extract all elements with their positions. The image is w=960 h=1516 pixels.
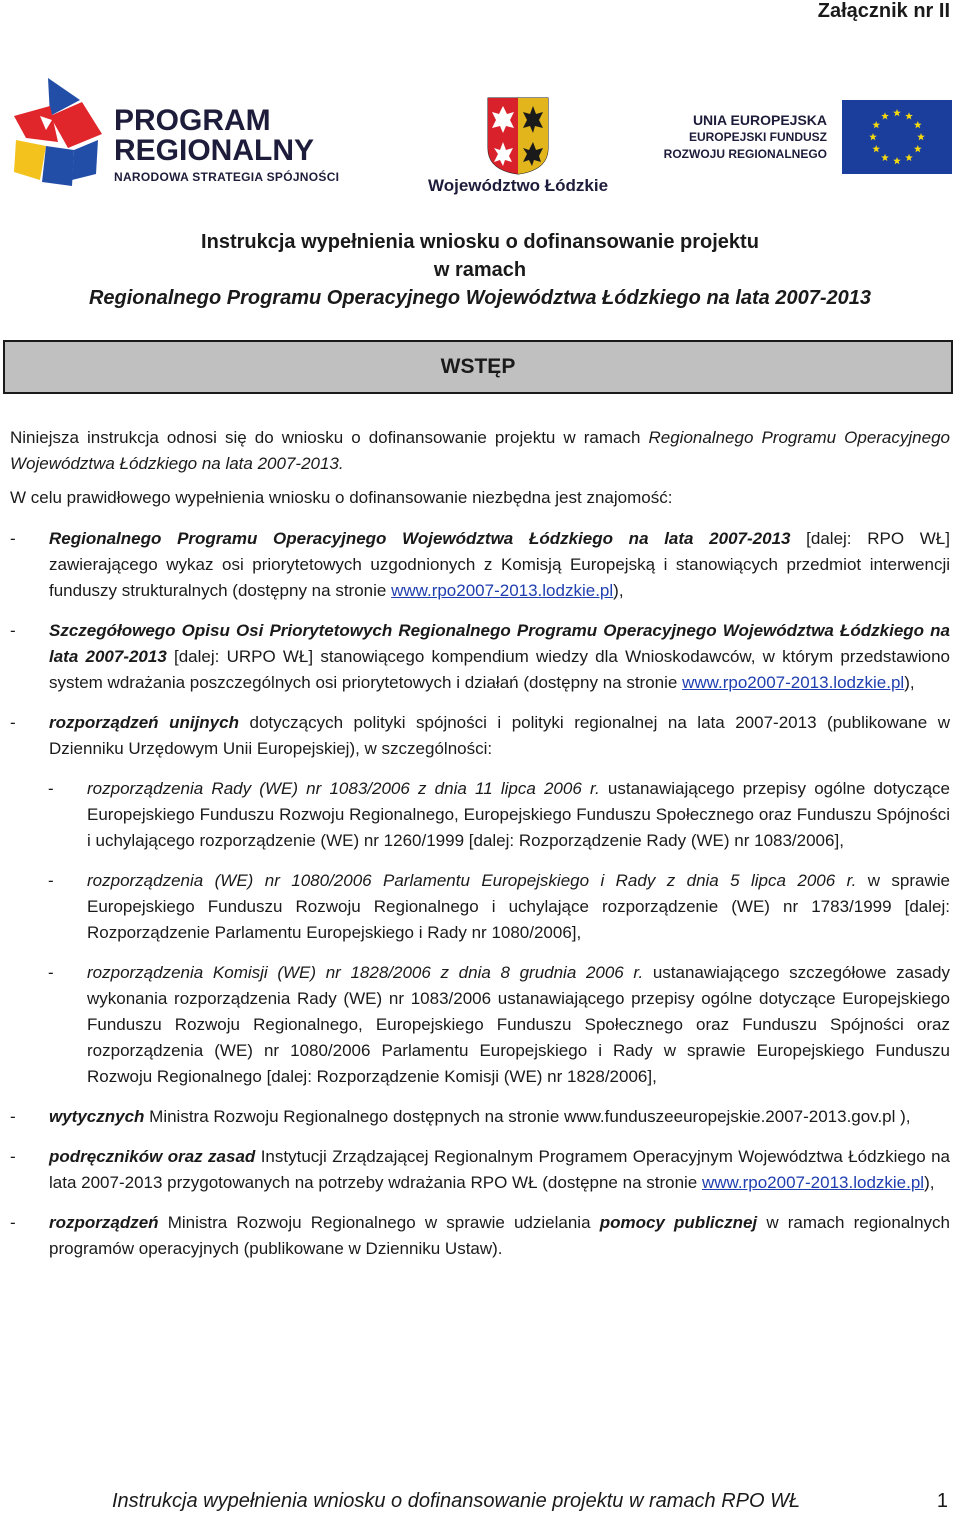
logo-program-subtitle: NARODOWA STRATEGIA SPÓJNOŚCI (114, 170, 340, 184)
list-dash: - (10, 713, 16, 732)
item-text: [dalej: RPO WŁ] zawierającego wykaz osi priorytetowych uzgodnionych z Komisją Europejską i stanowiących przedmiot interwencji funduszy strukturalnych (dostępny na stronie (49, 529, 950, 600)
item-title: wytycznych (49, 1107, 145, 1126)
regulation-text: w sprawie Europejskiego Funduszu Rozwoju Regionalnego i uchylające rozporządzenie (WE) nr 1783/1999 [dalej: Rozporządzenie Parlamentu Europejskiego i Rady nr 1080/2006], (87, 871, 950, 942)
list-dash: - (48, 779, 54, 798)
wojewodztwo-lodzkie-logo (428, 96, 608, 200)
footer-text: Instrukcja wypełnienia wniosku o dofinansowanie projektu w ramach RPO WŁ (112, 1490, 801, 1512)
attachment-label: Załącznik nr II (817, 0, 950, 22)
title-line3: Regionalnego Programu Operacyjnego Województwa Łódzkiego na lata 2007-2013 (88, 287, 872, 309)
sub-list-item (10, 776, 950, 854)
item-text-end: ), (613, 581, 624, 600)
item-text: dotyczących polityki spójności i polityki regionalnej na lata 2007-2013 (publikowane w Dzienniku Urzędowym Unii Europejskiej), w szczególności: (49, 713, 951, 758)
program-regionalny-logo (10, 76, 380, 196)
list-item (10, 1144, 950, 1196)
logo-eu-line2: EUROPEJSKI FUNDUSZ (688, 130, 827, 144)
sub-list-item (10, 868, 950, 946)
item-title: rozporządzeń (49, 1213, 159, 1232)
item-title: Regionalnego Programu Operacyjnego Województwa Łódzkiego na lata 2007-2013 (49, 529, 791, 548)
rpo-website-link[interactable]: www.rpo2007-2013.lodzkie.pl (682, 673, 905, 692)
item-title: rozporządzeń unijnych (49, 713, 239, 732)
logo-eu-line3: ROZWOJU REGIONALNEGO (663, 147, 827, 161)
coat-of-arms-icon (428, 96, 608, 176)
regulation-text: ustanawiającego przepisy ogólne dotyczące Europejskiego Funduszu Rozwoju Regionalnego, Europejskiego Funduszu Społecznego oraz Funduszu Spójności i uchylającego rozporządzenie (WE) nr 1260/1999 [dalej: Rozporządzenie Rady (WE) nr 1083/2006], (87, 779, 950, 850)
title-line1: Instrukcja wypełnienia wniosku o dofinansowanie projektu (201, 231, 759, 253)
list-dash: - (48, 871, 54, 890)
page-number: 1 (936, 1490, 948, 1512)
list-dash: - (10, 1107, 16, 1126)
list-item (10, 1104, 950, 1130)
item-text-end: w ramach regionalnych programów operacyjnych (publikowane w Dzienniku Ustaw). (49, 1213, 950, 1258)
rpo-website-link[interactable]: www.rpo2007-2013.lodzkie.pl (702, 1173, 925, 1192)
title-line2: w ramach (433, 259, 527, 281)
item-text-end: ), (904, 673, 915, 692)
list-item (10, 1210, 950, 1262)
item-emphasis: pomocy publicznej (599, 1213, 758, 1232)
regulation-title: rozporządzenia Rady (WE) nr 1083/2006 z dnia 11 lipca 2006 r. (87, 779, 600, 798)
sub-list-item (10, 960, 950, 1090)
regulation-title: rozporządzenia (WE) nr 1080/2006 Parlamentu Europejskiego i Rady z dnia 5 lipca 2006 r. (87, 871, 857, 890)
list-item (10, 526, 950, 604)
rpo-website-link[interactable]: www.rpo2007-2013.lodzkie.pl (391, 581, 614, 600)
intro-text: Niniejsza instrukcja odnosi się do wniosku o dofinansowanie projektu w ramach (10, 428, 649, 447)
document-title (0, 228, 960, 312)
eu-logo (660, 98, 952, 178)
list-item (10, 710, 950, 762)
item-text-end: ), (924, 1173, 935, 1192)
list-dash: - (10, 1213, 16, 1232)
program-regionalny-emblem (10, 76, 110, 196)
logo-eu-line1: UNIA EUROPEJSKA (692, 112, 827, 128)
list-dash: - (10, 529, 16, 548)
item-text: Ministra Rozwoju Regionalnego dostępnych na stronie www.funduszeeuropejskie.2007-2013.gov.pl ), (144, 1107, 911, 1126)
regulation-title: rozporządzenia Komisji (WE) nr 1828/2006 z dnia 8 grudnia 2006 r. (87, 963, 644, 982)
item-title: Szczegółowego Opisu Osi Priorytetowych Regionalnego Programu Operacyjnego Województwa Łódzkiego na lata 2007-2013 (49, 621, 950, 666)
eu-flag-icon (842, 100, 952, 174)
list-item (10, 618, 950, 696)
item-title: podręczników oraz zasad (49, 1147, 256, 1166)
logo-voivodeship-name: Województwo Łódzkie (428, 176, 609, 195)
intro-paragraph (10, 425, 950, 477)
list-dash: - (10, 621, 16, 640)
item-text: Ministra Rozwoju Regionalnego w sprawie udzielania (158, 1213, 600, 1232)
list-dash: - (48, 963, 54, 982)
logo-program-line2: REGIONALNY (114, 134, 315, 167)
document-body (10, 425, 950, 1276)
list-dash: - (10, 1147, 16, 1166)
logo-program-line1: PROGRAM (114, 104, 271, 137)
requirement-paragraph: W celu prawidłowego wypełnienia wniosku o dofinansowanie niezbędna jest znajomość: (10, 488, 673, 507)
item-text: [dalej: URPO WŁ] stanowiącego kompendium wiedzy dla Wnioskodawców, w którym przedstawiono system wdrażania poszczególnych osi priorytetowych i działań (dostępny na stronie (49, 647, 950, 692)
regulation-text: ustanawiającego szczegółowe zasady wykonania rozporządzenia Rady (WE) nr 1083/2006 ustanawiającego przepisy ogólne dotyczące Europejskiego Funduszu Rozwoju Regionalnego, Europejskiego Funduszu Społecznego oraz Funduszu Spójności oraz rozporządzenia (WE) nr 1080/2006 Parlamentu Europejskiego i Rady w sprawie Europejskiego Funduszu Rozwoju Regionalnego [dalej: Rozporządzenie Komisji (WE) nr 1828/2006], (87, 963, 951, 1086)
section-heading: WSTĘP (3, 340, 953, 394)
intro-program-name: Regionalnego Programu Operacyjnego Województwa Łódzkiego na lata 2007-2013. (10, 428, 950, 473)
item-text: Instytucji Zrządzającej Regionalnym Programem Operacyjnym Województwa Łódzkiego na lata 2007-2013 przygotowanych na potrzeby wdrażania RPO WŁ (dostępne na stronie (49, 1147, 950, 1192)
